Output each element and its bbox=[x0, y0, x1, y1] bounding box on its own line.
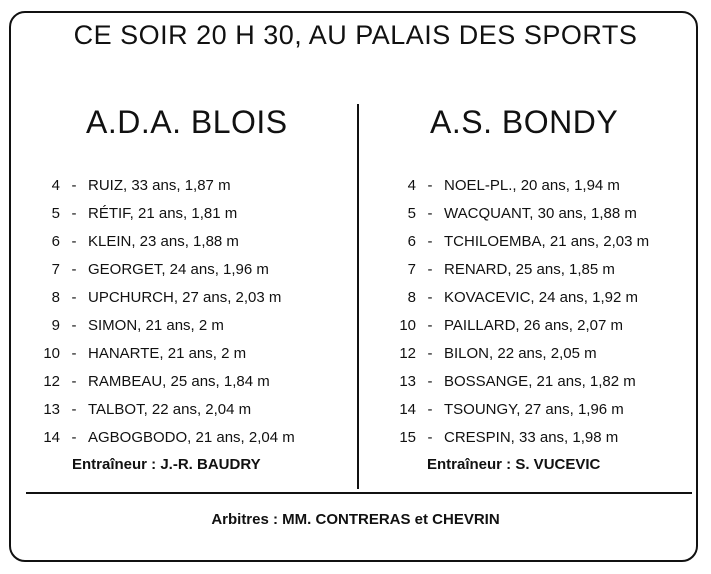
player-details: RUIZ, 33 ans, 1,87 m bbox=[88, 177, 231, 194]
player-details: PAILLARD, 26 ans, 2,07 m bbox=[444, 317, 623, 334]
roster-bondy bbox=[388, 172, 649, 452]
player-row bbox=[388, 256, 649, 284]
player-number: 6 bbox=[407, 233, 416, 250]
player-number: 8 bbox=[407, 289, 416, 306]
player-row bbox=[388, 368, 649, 396]
player-row bbox=[32, 340, 295, 368]
player-details: WACQUANT, 30 ans, 1,88 m bbox=[444, 205, 637, 222]
separator-dash: - bbox=[71, 401, 77, 418]
player-number: 8 bbox=[51, 289, 60, 306]
separator-dash: - bbox=[427, 289, 433, 306]
player-row bbox=[32, 312, 295, 340]
player-details: SIMON, 21 ans, 2 m bbox=[88, 317, 224, 334]
separator-dash: - bbox=[427, 317, 433, 334]
player-number: 14 bbox=[43, 429, 60, 446]
player-row bbox=[388, 424, 649, 452]
separator-dash: - bbox=[71, 233, 77, 250]
player-row bbox=[388, 396, 649, 424]
player-number: 15 bbox=[399, 429, 416, 446]
player-details: TALBOT, 22 ans, 2,04 m bbox=[88, 401, 252, 418]
player-details: TCHILOEMBA, 21 ans, 2,03 m bbox=[444, 233, 650, 250]
separator-dash: - bbox=[71, 177, 77, 194]
player-details: BILON, 22 ans, 2,05 m bbox=[444, 345, 597, 362]
vertical-divider bbox=[357, 104, 359, 489]
player-details: RÉTIF, 21 ans, 1,81 m bbox=[88, 205, 238, 222]
coach-bondy: Entraîneur : S. VUCEVIC bbox=[427, 456, 601, 473]
player-row bbox=[388, 340, 649, 368]
player-row bbox=[388, 284, 649, 312]
player-row bbox=[32, 396, 295, 424]
player-details: UPCHURCH, 27 ans, 2,03 m bbox=[88, 289, 282, 306]
player-details: NOEL-PL., 20 ans, 1,94 m bbox=[444, 177, 620, 194]
player-details: CRESPIN, 33 ans, 1,98 m bbox=[444, 429, 619, 446]
headline: CE SOIR 20 H 30, AU PALAIS DES SPORTS bbox=[73, 20, 638, 50]
player-number: 4 bbox=[51, 177, 60, 194]
separator-dash: - bbox=[71, 205, 77, 222]
player-number: 10 bbox=[399, 317, 416, 334]
separator-dash: - bbox=[71, 345, 77, 362]
separator-dash: - bbox=[71, 373, 77, 390]
player-details: RAMBEAU, 25 ans, 1,84 m bbox=[88, 373, 270, 390]
player-number: 12 bbox=[399, 345, 416, 362]
player-details: KLEIN, 23 ans, 1,88 m bbox=[88, 233, 239, 250]
player-number: 9 bbox=[51, 317, 60, 334]
coach-blois: Entraîneur : J.-R. BAUDRY bbox=[72, 456, 261, 473]
player-details: HANARTE, 21 ans, 2 m bbox=[88, 345, 247, 362]
player-number: 7 bbox=[51, 261, 60, 278]
separator-dash: - bbox=[71, 429, 77, 446]
separator-dash: - bbox=[427, 401, 433, 418]
separator-dash: - bbox=[427, 373, 433, 390]
player-row bbox=[32, 424, 295, 452]
player-number: 12 bbox=[43, 373, 60, 390]
player-number: 5 bbox=[407, 205, 416, 222]
player-number: 13 bbox=[399, 373, 416, 390]
roster-blois bbox=[32, 172, 295, 452]
player-number: 10 bbox=[43, 345, 60, 362]
team-name-bondy: A.S. BONDY bbox=[430, 104, 619, 140]
team-name-blois: A.D.A. BLOIS bbox=[86, 104, 288, 140]
player-details: RENARD, 25 ans, 1,85 m bbox=[444, 261, 615, 278]
player-row bbox=[32, 368, 295, 396]
separator-dash: - bbox=[427, 177, 433, 194]
separator-dash: - bbox=[427, 205, 433, 222]
player-number: 4 bbox=[407, 177, 416, 194]
player-details: GEORGET, 24 ans, 1,96 m bbox=[88, 261, 269, 278]
player-details: TSOUNGY, 27 ans, 1,96 m bbox=[444, 401, 624, 418]
separator-dash: - bbox=[427, 261, 433, 278]
player-number: 14 bbox=[399, 401, 416, 418]
player-details: AGBOGBODO, 21 ans, 2,04 m bbox=[88, 429, 295, 446]
player-row bbox=[388, 312, 649, 340]
separator-dash: - bbox=[427, 233, 433, 250]
referees-line: Arbitres : MM. CONTRERAS et CHEVRIN bbox=[211, 511, 500, 528]
player-details: KOVACEVIC, 24 ans, 1,92 m bbox=[444, 289, 638, 306]
player-number: 13 bbox=[43, 401, 60, 418]
horizontal-divider bbox=[26, 492, 692, 494]
player-row bbox=[32, 172, 295, 200]
player-number: 5 bbox=[51, 205, 60, 222]
player-number: 6 bbox=[51, 233, 60, 250]
separator-dash: - bbox=[427, 429, 433, 446]
player-details: BOSSANGE, 21 ans, 1,82 m bbox=[444, 373, 636, 390]
separator-dash: - bbox=[71, 317, 77, 334]
player-row bbox=[388, 228, 649, 256]
player-row bbox=[388, 200, 649, 228]
player-number: 7 bbox=[407, 261, 416, 278]
player-row bbox=[32, 228, 295, 256]
separator-dash: - bbox=[427, 345, 433, 362]
player-row bbox=[32, 256, 295, 284]
player-row bbox=[32, 284, 295, 312]
separator-dash: - bbox=[71, 261, 77, 278]
separator-dash: - bbox=[71, 289, 77, 306]
player-row bbox=[32, 200, 295, 228]
player-row bbox=[388, 172, 649, 200]
